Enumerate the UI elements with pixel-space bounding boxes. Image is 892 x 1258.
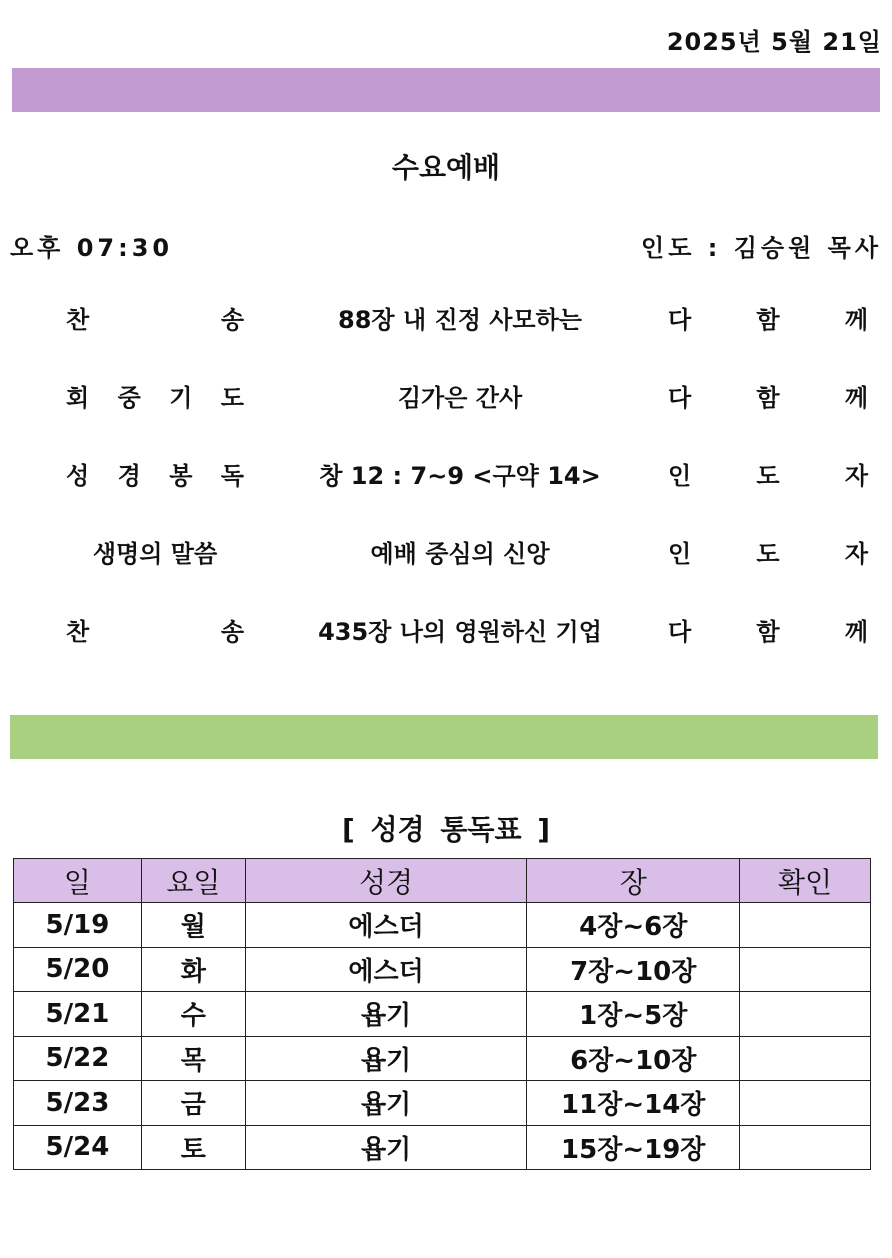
table-row: [14, 1036, 871, 1081]
cell-date: 5/23: [14, 1081, 142, 1126]
reading-plan-table: [13, 858, 871, 1170]
table-row: [14, 1125, 871, 1170]
order-item-char: 성: [66, 462, 90, 490]
cell-check: [740, 1081, 871, 1126]
order-row: [0, 456, 892, 496]
purple-divider-band: [12, 68, 880, 112]
order-participants-char: 함: [756, 306, 780, 334]
order-item-char: 봉: [169, 462, 193, 490]
service-leader: 인도 : 김승원 목사: [641, 234, 882, 262]
cell-date: 5/21: [14, 992, 142, 1037]
order-item-char: 송: [220, 618, 244, 646]
cell-book: 에스더: [245, 903, 527, 948]
order-item-char: 찬: [66, 618, 90, 646]
cell-check: [740, 903, 871, 948]
cell-day: 토: [141, 1125, 245, 1170]
order-participants-char: 께: [844, 384, 868, 412]
cell-book: 욥기: [245, 992, 527, 1037]
cell-chapters: 11장~14장: [527, 1081, 740, 1126]
cell-day: 금: [141, 1081, 245, 1126]
green-divider-band: [10, 715, 878, 759]
order-item: [66, 612, 244, 647]
cell-day: 수: [141, 992, 245, 1037]
order-participants-char: 다: [668, 306, 692, 334]
cell-check: [740, 1125, 871, 1170]
order-participants-char: 함: [756, 384, 780, 412]
order-participants-char: 께: [844, 306, 868, 334]
cell-book: 욥기: [245, 1125, 527, 1170]
header-date: 일: [14, 859, 142, 903]
order-participants-char: 자: [844, 540, 868, 568]
header-book: 성경: [245, 859, 527, 903]
order-item-char: 생명의 말씀: [92, 540, 218, 568]
order-item-char: 찬: [66, 306, 90, 334]
order-item-char: 중: [117, 384, 141, 412]
cell-check: [740, 947, 871, 992]
order-item-char: 기: [169, 384, 193, 412]
order-participants-char: 함: [756, 618, 780, 646]
order-row: [0, 612, 892, 652]
order-item: [66, 300, 244, 335]
order-item: [66, 456, 244, 491]
order-participants-char: 도: [756, 462, 780, 490]
order-participants-char: 도: [756, 540, 780, 568]
order-row: [0, 534, 892, 574]
header-chapters: 장: [527, 859, 740, 903]
cell-chapters: 7장~10장: [527, 947, 740, 992]
cell-day: 월: [141, 903, 245, 948]
order-item: [66, 534, 244, 569]
cell-chapters: 15장~19장: [527, 1125, 740, 1170]
order-participants-char: 인: [668, 462, 692, 490]
cell-date: 5/22: [14, 1036, 142, 1081]
order-row: [0, 378, 892, 418]
reading-plan-title: [ 성경 통독표 ]: [341, 813, 551, 846]
cell-check: [740, 992, 871, 1037]
order-item-char: 독: [220, 462, 244, 490]
cell-date: 5/20: [14, 947, 142, 992]
header-day: 요일: [141, 859, 245, 903]
order-participants: [668, 456, 868, 491]
service-time: 오후 07:30: [10, 234, 174, 262]
order-item: [66, 378, 244, 413]
order-content: 김가은 간사: [397, 384, 523, 412]
order-item-char: 경: [117, 462, 141, 490]
table-row: [14, 1081, 871, 1126]
order-item-char: 송: [220, 306, 244, 334]
order-participants: [668, 378, 868, 413]
table-row: [14, 992, 871, 1037]
order-participants: [668, 300, 868, 335]
table-row: [14, 903, 871, 948]
table-row: [14, 947, 871, 992]
cell-date: 5/19: [14, 903, 142, 948]
cell-day: 화: [141, 947, 245, 992]
cell-chapters: 6장~10장: [527, 1036, 740, 1081]
order-participants-char: 다: [668, 618, 692, 646]
header-check: 확인: [740, 859, 871, 903]
order-participants-char: 다: [668, 384, 692, 412]
order-content: 88장 내 진정 사모하는: [338, 306, 582, 334]
order-item-char: 회: [66, 384, 90, 412]
cell-date: 5/24: [14, 1125, 142, 1170]
cell-chapters: 4장~6장: [527, 903, 740, 948]
order-participants-char: 인: [668, 540, 692, 568]
order-participants-char: 자: [844, 462, 868, 490]
order-content: 창 12 : 7~9 <구약 14>: [319, 462, 601, 490]
reading-plan-header-row: [14, 859, 871, 903]
cell-day: 목: [141, 1036, 245, 1081]
cell-book: 욥기: [245, 1081, 527, 1126]
service-title: 수요예배: [391, 151, 501, 184]
cell-check: [740, 1036, 871, 1081]
bulletin-date: 2025년 5월 21일: [666, 28, 882, 56]
order-participants: [668, 612, 868, 647]
cell-book: 에스더: [245, 947, 527, 992]
cell-book: 욥기: [245, 1036, 527, 1081]
order-item-char: 도: [220, 384, 244, 412]
cell-chapters: 1장~5장: [527, 992, 740, 1037]
order-participants-char: 께: [844, 618, 868, 646]
order-row: [0, 300, 892, 340]
order-participants: [668, 534, 868, 569]
order-content: 예배 중심의 신앙: [370, 540, 550, 568]
order-content: 435장 나의 영원하신 기업: [318, 618, 602, 646]
